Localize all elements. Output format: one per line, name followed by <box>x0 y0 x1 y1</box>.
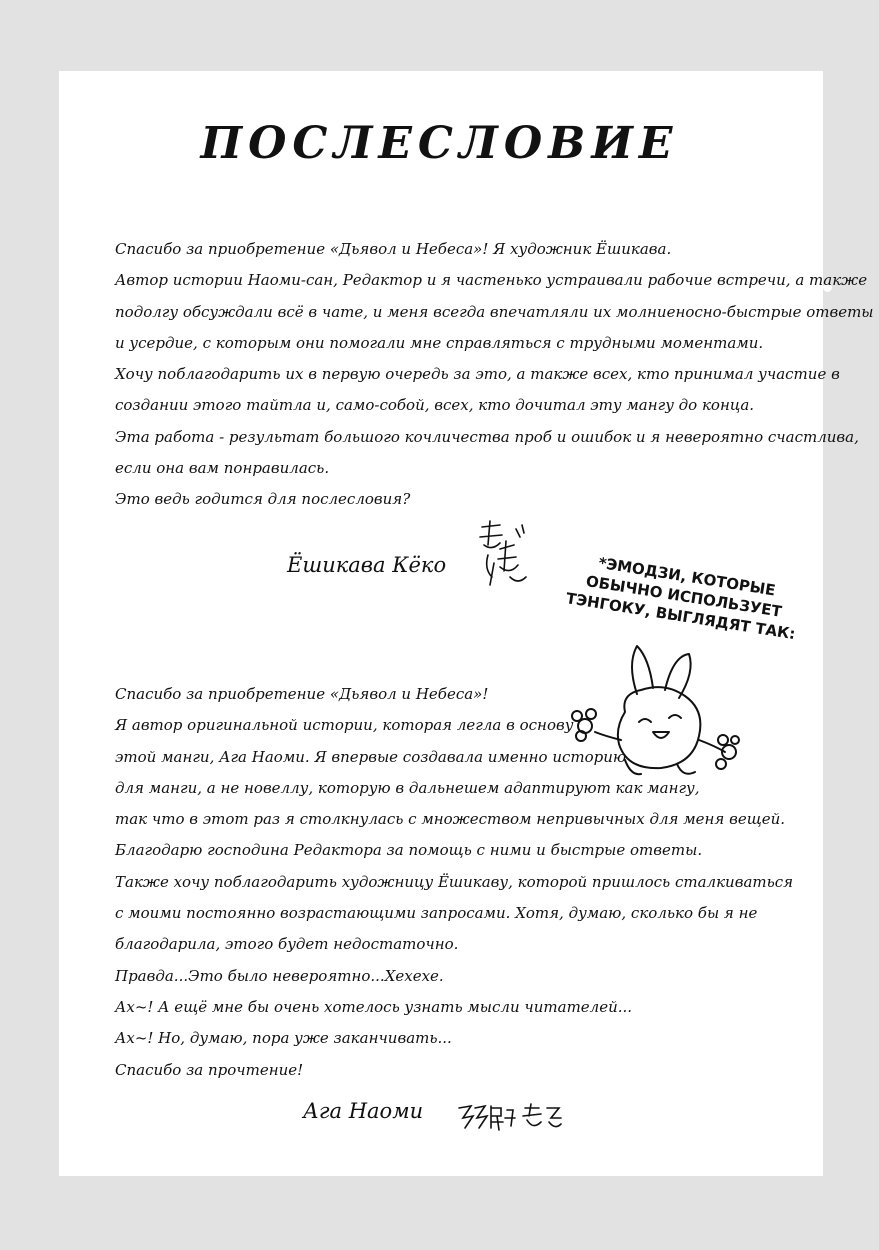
text-line: с моими постоянно возрастающими запросами. Хотя, думаю, сколько бы я не <box>115 904 758 923</box>
artist-signature: Ёшикава Кёко <box>287 553 447 577</box>
translator-note: *ЭМОДЗИ, КОТОРЫЕ ОБЫЧНО ИСПОЛЬЗУЕТ ТЭНГОКУ, ВЫГЛЯДЯТ ТАК: <box>564 553 797 644</box>
text-line: Это ведь годится для послесловия? <box>115 490 411 509</box>
text-line: так что в этот раз я столкнулась с множеством непривычных для меня вещей. <box>115 810 786 829</box>
text-line: этой манги, Ага Наоми. Я впервые создавала именно историю <box>115 747 627 766</box>
afterword-artist <box>115 234 874 516</box>
text-line: Правда...Это было невероятно...Хехехе. <box>115 966 444 985</box>
text-line: Автор истории Наоми-сан, Редактор и я частенько устраивали рабочие встречи, а также <box>115 271 868 290</box>
page-title: ПОСЛЕСЛОВИЕ <box>200 118 679 169</box>
text-line: и усердие, с которым они помогали мне справляться с трудными моментами. <box>115 333 764 352</box>
text-line: Благодарю господина Редактора за помощь с ними и быстрые ответы. <box>115 841 703 860</box>
text-line: Хочу поблагодарить их в первую очередь за это, а также всех, кто принимал участие в <box>115 365 840 384</box>
text-line: Я автор оригинальной истории, которая легла в основу <box>115 716 574 735</box>
author-signature: Ага Наоми <box>303 1099 424 1123</box>
artist-autograph <box>470 515 535 595</box>
text-line: Спасибо за приобретение «Дьявол и Небеса»! Я художник Ёшикава. <box>115 240 672 258</box>
text-line: Ах~! Но, думаю, пора уже заканчивать... <box>115 1029 452 1048</box>
afterword-author <box>115 679 793 1086</box>
text-line: Ах~! А ещё мне бы очень хотелось узнать мысли читателей... <box>115 997 633 1016</box>
text-line: Спасибо за прочтение! <box>115 1060 304 1079</box>
text-line: Эта работа - результат большого кочличества проб и ошибок и я невероятно счастлива, <box>115 427 859 446</box>
text-line: если она вам понравилась. <box>115 459 330 478</box>
text-line: создании этого тайтла и, само-собой, всех, кто дочитал эту мангу до конца. <box>115 396 755 415</box>
text-line: подолгу обсуждали всё в чате, и меня всегда впечатляли их молниеносно-быстрые ответы <box>115 302 874 321</box>
text-line: Спасибо за приобретение «Дьявол и Небеса»! <box>115 685 489 703</box>
text-line: Также хочу поблагодарить художницу Ёшикаву, которой пришлось сталкиваться <box>115 872 794 891</box>
author-autograph <box>455 1100 565 1134</box>
text-line: благодарила, этого будет недостаточно. <box>115 935 459 954</box>
text-line: для манги, а не новеллу, которую в дальнешем адаптируют как мангу, <box>115 778 700 797</box>
